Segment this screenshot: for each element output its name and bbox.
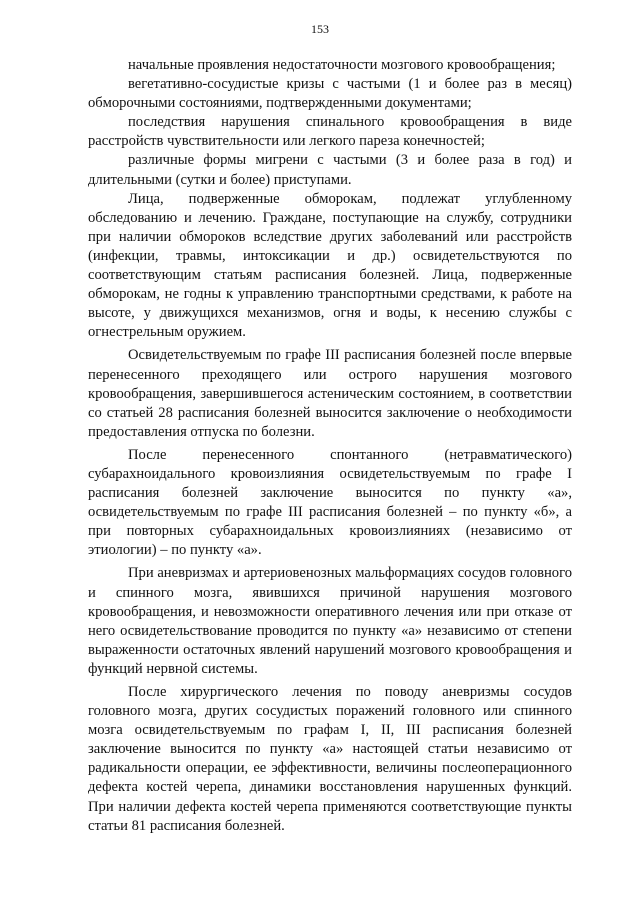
document-body bbox=[88, 56, 572, 836]
paragraph: различные формы мигрени с частыми (3 и более раза в год) и длительными (сутки и более) приступами. bbox=[88, 152, 572, 188]
page-number: 153 bbox=[311, 22, 329, 36]
paragraph: После хирургического лечения по поводу аневризмы сосудов головного мозга, других сосудистых поражений головного или спинного мозга освидетельствуемым по графам I, II, III расписания болезней заключение выносится по пункту «а» настоящей статьи независимо от радикальности операции, ее эффективности, величины послеоперационного дефекта костей черепа, динамики восстановления нарушенных функций. При наличии дефекта костей черепа применяются соответствующие пункты статьи 81 расписания болезней. bbox=[88, 684, 572, 834]
paragraph: При аневризмах и артериовенозных мальформациях сосудов головного и спинного мозга, явившихся причиной нарушения мозгового кровообращения, и невозможности оперативного лечения или при отказе от него освидетельствование проводится по пункту «а» независимо от степени выраженности остаточных явлений нарушений мозгового кровообращения и функций нервной системы. bbox=[88, 565, 572, 677]
paragraph: Лица, подверженные обморокам, подлежат углубленному обследованию и лечению. Граждане, поступающие на службу, сотрудники при наличии обмороков вследствие других заболеваний или расстройств (инфекции, травмы, интоксикации и др.) освидетельствуются по соответствующим статьям расписания болезней. Лица, подверженные обморокам, не годны к управлению транспортными средствами, к работе на высоте, у движущихся механизмов, огня и воды, к несению службы с огнестрельным оружием. bbox=[88, 190, 572, 341]
paragraph: начальные проявления недостаточности мозгового кровообращения; bbox=[128, 57, 556, 73]
paragraph: вегетативно-сосудистые кризы с частыми (1 и более раз в месяц) обморочными состояниями, подтвержденными документами; bbox=[88, 76, 572, 112]
paragraph: После перенесенного спонтанного (нетравматического) субарахноидального кровоизлияния освидетельствуемым по графе I расписания болезней заключение выносится по пункту «а», освидетельствуемым по графе III расписания болезней – по пункту «б», а при повторных субарахноидальных кровоизлияниях (независимо от этиологии) – по пункту «а». bbox=[88, 446, 572, 559]
paragraph: Освидетельствуемым по графе III расписания болезней после впервые перенесенного преходящего или острого нарушения мозгового кровообращения, завершившегося астеническим состоянием, в соответствии со статьей 28 расписания болезней выносится заключение о необходимости предоставления отпуска по болезни. bbox=[88, 347, 572, 440]
paragraph: последствия нарушения спинального кровообращения в виде расстройств чувствительности или легкого пареза конечностей; bbox=[88, 114, 572, 150]
